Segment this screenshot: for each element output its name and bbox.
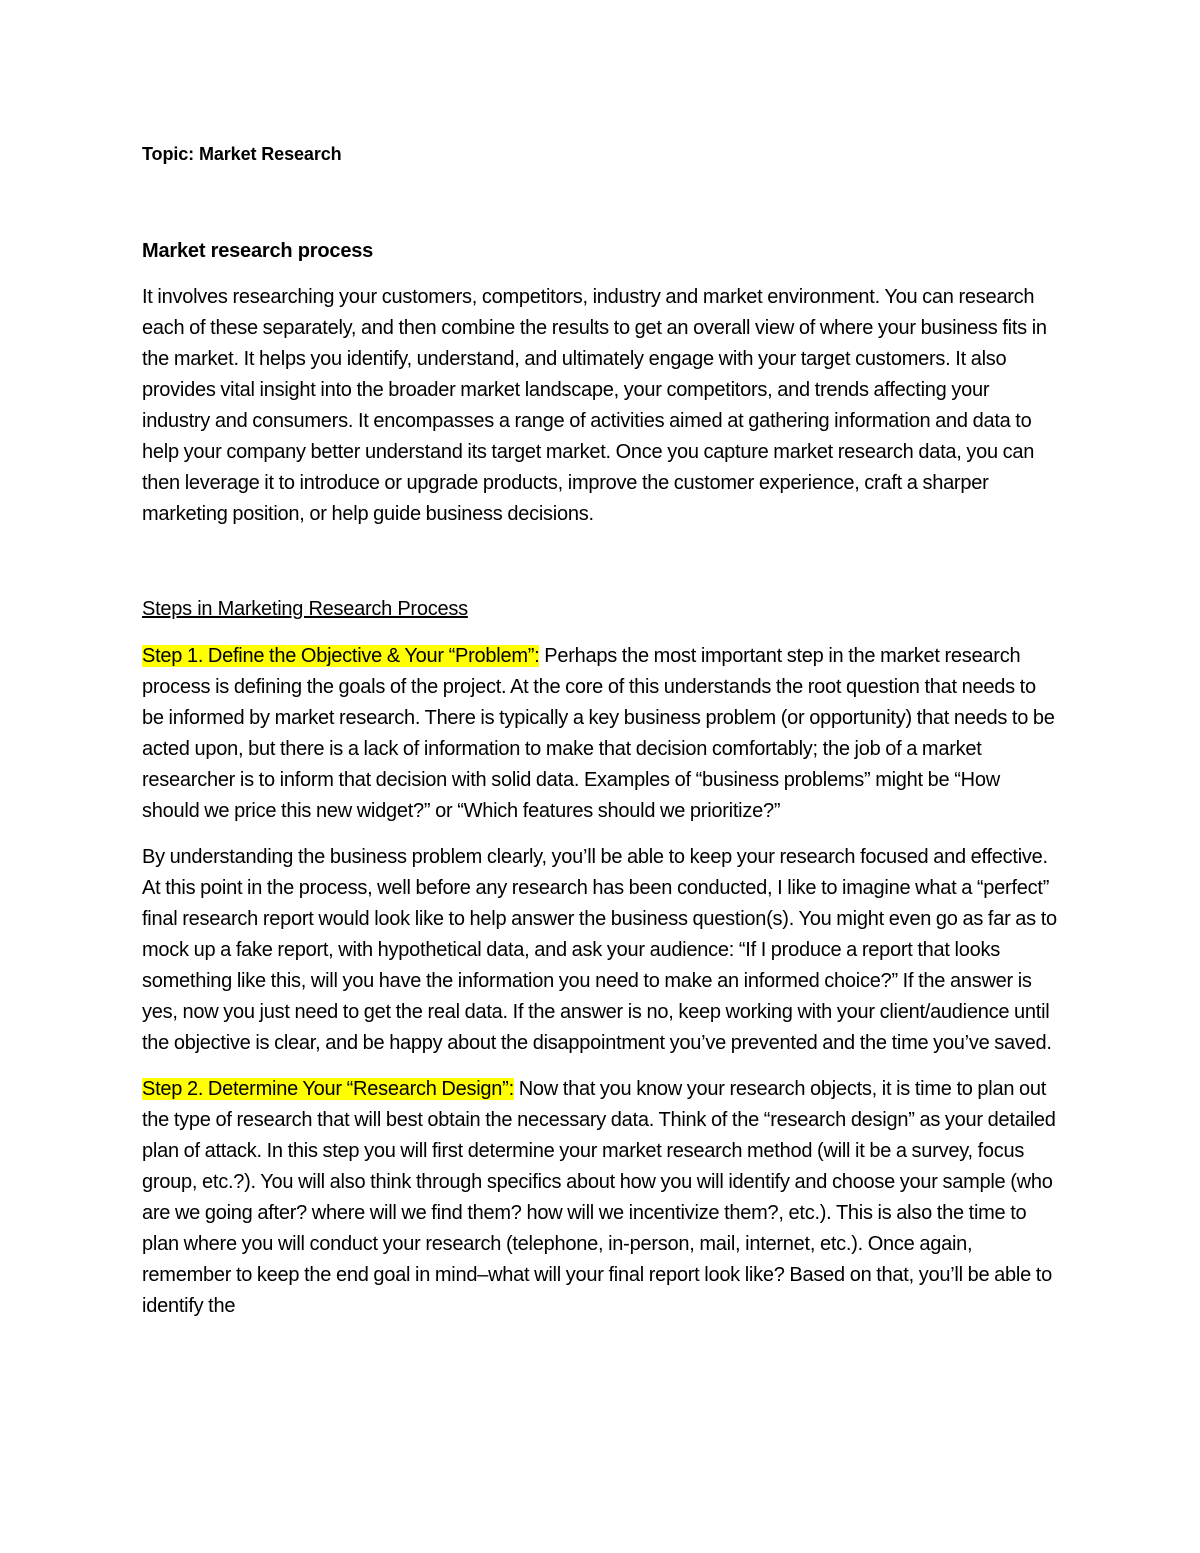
step1-paragraph (142, 641, 1062, 827)
section-title: Market research process (142, 240, 374, 262)
step2-text: Now that you know your research objects, it is time to plan out the type of research that will best obtain the necessary data. Think of the “research design” as your detailed plan of attack. In this step you will first determine your market research method (will it be a survey, focus group, etc.?). You will also think through specifics about how you will identify and choose your sample (who are we going after? where will we find them? how will we incentivize them?, etc.). This is also the time to plan where you will conduct your research (telephone, in-person, mail, internet, etc.). Once again, remember to keep the end goal in mind–what will your final report look like? Based on that, you’ll be able to identify the (142, 1078, 1056, 1317)
step2-paragraph (142, 1074, 1062, 1322)
topic-heading: Topic: Market Research (142, 144, 342, 164)
step1-followup-paragraph: By understanding the business problem clearly, you’ll be able to keep your research focused and effective. At this point in the process, well before any research has been conducted, I like to imagine what a “perfect” final research report would look like to help answer the business question(s). You might even go as far as to mock up a fake report, with hypothetical data, and ask your audience: “If I produce a report that looks something like this, will you have the information you need to make an informed choice?” If the answer is yes, now you just need to get the real data. If the answer is no, keep working with your client/audience until the objective is clear, and be happy about the disappointment you’ve prevented and the time you’ve saved. (142, 846, 1057, 1054)
intro-paragraph: It involves researching your customers, competitors, industry and market environment. You can research each of these separately, and then combine the results to get an overall view of where your business fits in the market. It helps you identify, understand, and ultimately engage with your target customers. It also provides vital insight into the broader market landscape, your competitors, and trends affecting your industry and consumers. It encompasses a range of activities aimed at gathering information and data to help your company better understand its target market. Once you capture market research data, you can then leverage it to introduce or upgrade products, improve the customer experience, craft a sharper marketing position, or help guide business decisions. (142, 286, 1047, 525)
document-body (142, 140, 1062, 1322)
step2-label: Step 2. Determine Your “Research Design”: (142, 1078, 514, 1100)
steps-heading: Steps in Marketing Research Process (142, 598, 468, 620)
step1-label: Step 1. Define the Objective & Your “Problem”: (142, 645, 540, 667)
step1-text: Perhaps the most important step in the market research process is defining the goals of the project. At the core of this understands the root question that needs to be informed by market research. There is typically a key business problem (or opportunity) that needs to be acted upon, but there is a lack of information to make that decision comfortably; the job of a market researcher is to inform that decision with solid data. Examples of “business problems” might be “How should we price this new widget?” or “Which features should we prioritize?” (142, 645, 1055, 822)
